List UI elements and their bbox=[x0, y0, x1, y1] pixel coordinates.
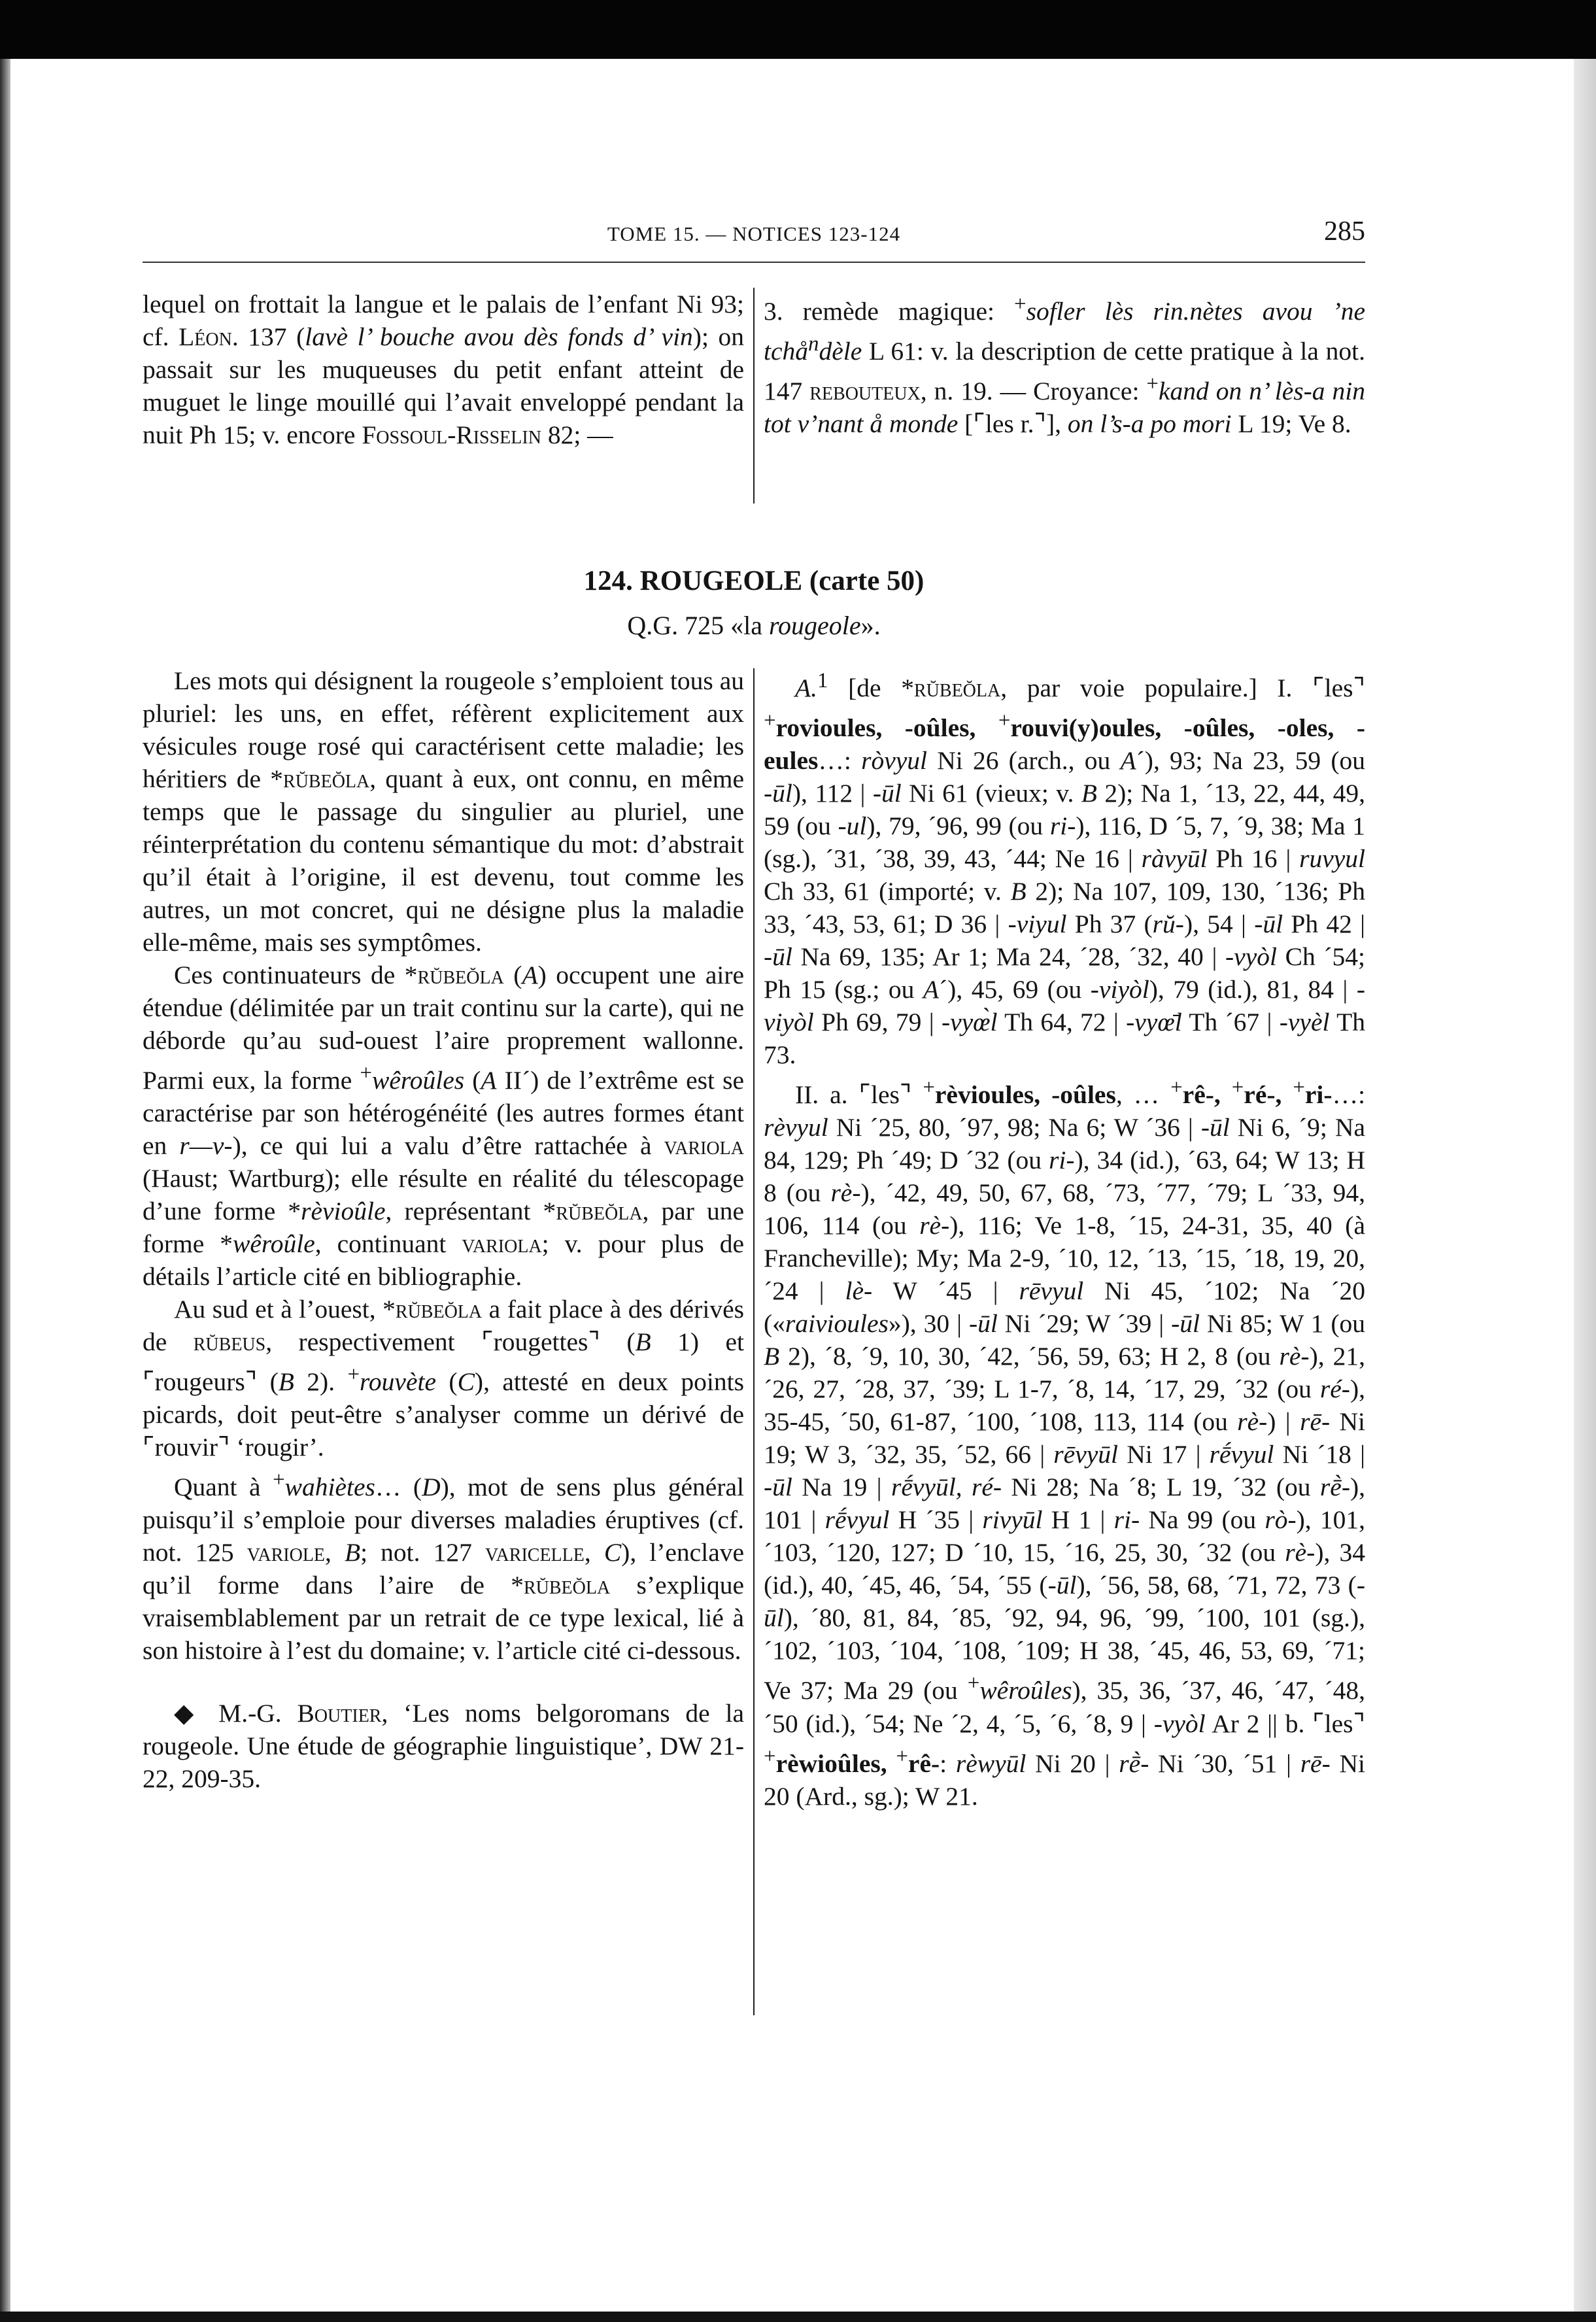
notice-title: 124. ROUGEOLE (carte 50) bbox=[583, 566, 925, 596]
continuation-right: 3. remède magique: +sofler lès rin.nètes avou ’ne tchå$^n$dèle L 61: v. la description de cette pratique à la not. 147 rebouteux, n. 19. — Croyance: +kand on n’ lès-a nin tot v’nant å monde [⌜les r.⌝], on l’s-a po mori L 19; Ve 8. bbox=[764, 292, 1366, 439]
notice-body bbox=[143, 664, 1365, 2015]
scan-border-right bbox=[1574, 59, 1596, 2312]
column-divider bbox=[753, 668, 755, 2015]
page bbox=[143, 216, 1365, 2015]
scan-border-top bbox=[0, 0, 1596, 59]
continuation-columns bbox=[143, 288, 1365, 519]
paragraph: II. a. ⌜les⌝ +rèvioules, -oûles, … +rê-, +ré-, +ri-…: rèvyul Ni ´25, 80, ´97, 98; Na 6; W ´36 | -ūl Ni 6, ´9; Na 84, 129; Ph ´49; D ´32 (ou ri-), 34 (id.), ´63, 64; W 13; H 8 (ou rè-), ´42, 49, 50, 67, 68, ´73, ´77, ´79; L ´33, 94, 106, 114 (ou rè-), 116; Ve 1-8, ´15, 24-31, 35, 40 (à Francheville); My; Ma 2-9, ´10, 12, ´13, ´15, ´18, 19, 20, ´24 | lè- W ´45 | rēvyul Ni 45, ´102; Na ´20 («raivioules»), 30 | -ūl Ni ´29; W ´39 | -ūl Ni 85; W 1 (ou B 2), ´8, ´9, 10, 30, ´42, ´56, 59, 63; H 2, 8 (ou rè-), 21, ´26, 27, ´28, 37, ´39; L 1-7, ´8, 14, ´17, 29, ´32 (ou ré-), 35-45, ´50, 61-87, ´100, ´108, 113, 114 (ou rè-) | rē- Ni 19; W 3, ´32, 35, ´52, 66 | rēvyūl Ni 17 | rḗvyul Ni ´18 | -ūl Na 19 | rḗvyūl, ré- Ni 28; Na ´8; L 19, ´32 (ou rḕ-), 101 | rḗvyul H ´35 | rivyūl H 1 | ri- Na 99 (ou rò-), 101, ´103, ´120, 127; D ´10, 15, ´16, 25, 30, ´32 (ou rè-), 34 (id.), 40, ´45, 46, ´54, ´55 (-ūl), ´56, 58, 68, ´71, 72, 73 (-ūl), ´80, 81, 84, ´85, ´92, 94, 96, ´99, ´100, 101 (sg.), ´102, ´103, ´104, ´108, ´109; H 38, ´45, 46, 53, 69, ´71; Ve 37; Ma 29 (ou +wêroûles), 35, 36, ´37, 46, ´47, ´48, ´50 (id.), ´54; Ne ´2, 4, ´5, ´6, ´8, 9 | -vyòl Ar 2 || b. ⌜les⌝ +rèwioûles, +rê-: rèwyūl Ni 20 | rḕ- Ni ´30, ´51 | rē- Ni 20 (Ard., sg.); W 21. bbox=[764, 1076, 1366, 1811]
scan-border-left bbox=[0, 59, 10, 2312]
bibliography: ◆ M.-G. Boutier, ‘Les noms belgoromans de la rougeole. Une étude de géographie linguistique’, DW 21-22, 209-35. bbox=[143, 1699, 745, 1794]
left-column bbox=[143, 664, 744, 2015]
running-head bbox=[143, 216, 1365, 263]
paragraph: Au sud et à l’ouest, *rŭbeŏla a fait place à des dérivés de rŭbeus, respectivement ⌜rougettes⌝ (B 1) et ⌜rougeurs⌝ (B 2). +rouvète (C), attesté en deux points picards, doit peut-être s’analyser comme un dérivé de ⌜rouvir⌝ ‘rougir’. bbox=[143, 1295, 744, 1462]
page-number: 285 bbox=[1324, 216, 1365, 247]
running-title: TOME 15. — NOTICES 123-124 bbox=[607, 222, 901, 245]
paragraph: A.$^1$ [de *rŭbeŏla, par voie populaire.] I. ⌜les⌝ +rovioules, -oûles, +rouvi(y)oules, -oûles, -oles, -eules…: ròvyul Ni 26 (arch., ou A´), 93; Na 23, 59 (ou -ūl), 112 | -ūl Ni 61 (vieux; v. B 2); Na 1, ´13, 22, 44, 49, 59 (ou -ul), 79, ´96, 99 (ou ri-), 116, D ´5, 7, ´9, 38; Ma 1 (sg.), ´31, ´38, 39, 43, ´44; Ne 16 | ràvyūl Ph 16 | ruvyul Ch 33, 61 (importé; v. B 2); Na 107, 109, 130, ´136; Ph 33, ´43, 53, 61; D 36 | -viyul Ph 37 (rŭ-), 54 | -ūl Ph 42 | -ūl Na 69, 135; Ar 1; Ma 24, ´28, ´32, 40 | -vyòl Ch ´54; Ph 15 (sg.; ou A´), 45, 69 (ou -viyòl), 79 (id.), 81, 84 | -viyòl Ph 69, 79 | -vyœ̀l Th 64, 72 | -vyœ̄l Th ´67 | -vyèl Th 73. bbox=[764, 669, 1366, 1070]
right-column bbox=[764, 664, 1365, 2015]
column-divider bbox=[753, 288, 755, 504]
notice-subtitle: Q.G. 725 «la rougeole». bbox=[627, 611, 881, 640]
paragraph: Quant à +wahiètes… (D), mot de sens plus général puisqu’il s’emploie pour diverses maladies éruptives (cf. not. 125 variole, B; not. 127 varicelle, C), l’enclave qu’il forme dans l’aire de *rŭbeŏla s’explique vraisemblablement par un retrait de ce type lexical, lié à son histoire à l’est du domaine; v. l’article cité ci-dessous. bbox=[143, 1468, 745, 1665]
paragraph: Ces continuateurs de *rŭbeŏla (A) occupent une aire étendue (délimitée par un trait continu sur la carte), qui ne déborde qu’au sud-ouest l’aire proprement wallonne. Parmi eux, la forme +wêroûles (A II´) de l’extrême est se caractérise par son hétérogénéité (les autres formes étant en r—v-), ce qui lui a valu d’être rattachée à variola (Haust; Wartburg); elle résulte en réalité du télescopage d’une forme *rèvioûle, représentant *rŭbeŏla, par une forme *wêroûle, continuant variola; v. pour plus de détails l’article cité en bibliographie. bbox=[143, 961, 745, 1291]
scan-border-bottom bbox=[0, 2312, 1596, 2322]
paragraph: Les mots qui désignent la rougeole s’emploient tous au pluriel: les uns, en effet, réfèrent explicitement aux vésicules rouge rosé qui caractérisent cette maladie; les héritiers de *rŭbeŏla, quant à eux, ont connu, en même temps que le passage du singulier au pluriel, une réinterprétation du contenu sémantique du mot: d’abstrait qu’il était à l’origine, il est devenu, tout comme les autres, un mot concret, qui ne désigne plus la maladie elle-même, mais ses symptômes. bbox=[143, 666, 745, 957]
continuation-left: lequel on frottait la langue et le palais de l’enfant Ni 93; cf. Léon. 137 (lavè l’ bouche avou dès fonds d’ vin); on passait sur les muqueuses du petit enfant atteint de muguet le linge mouillé qui l’avait enveloppé pendant la nuit Ph 15; v. encore Fossoul-Risselin 82; — bbox=[143, 290, 745, 449]
